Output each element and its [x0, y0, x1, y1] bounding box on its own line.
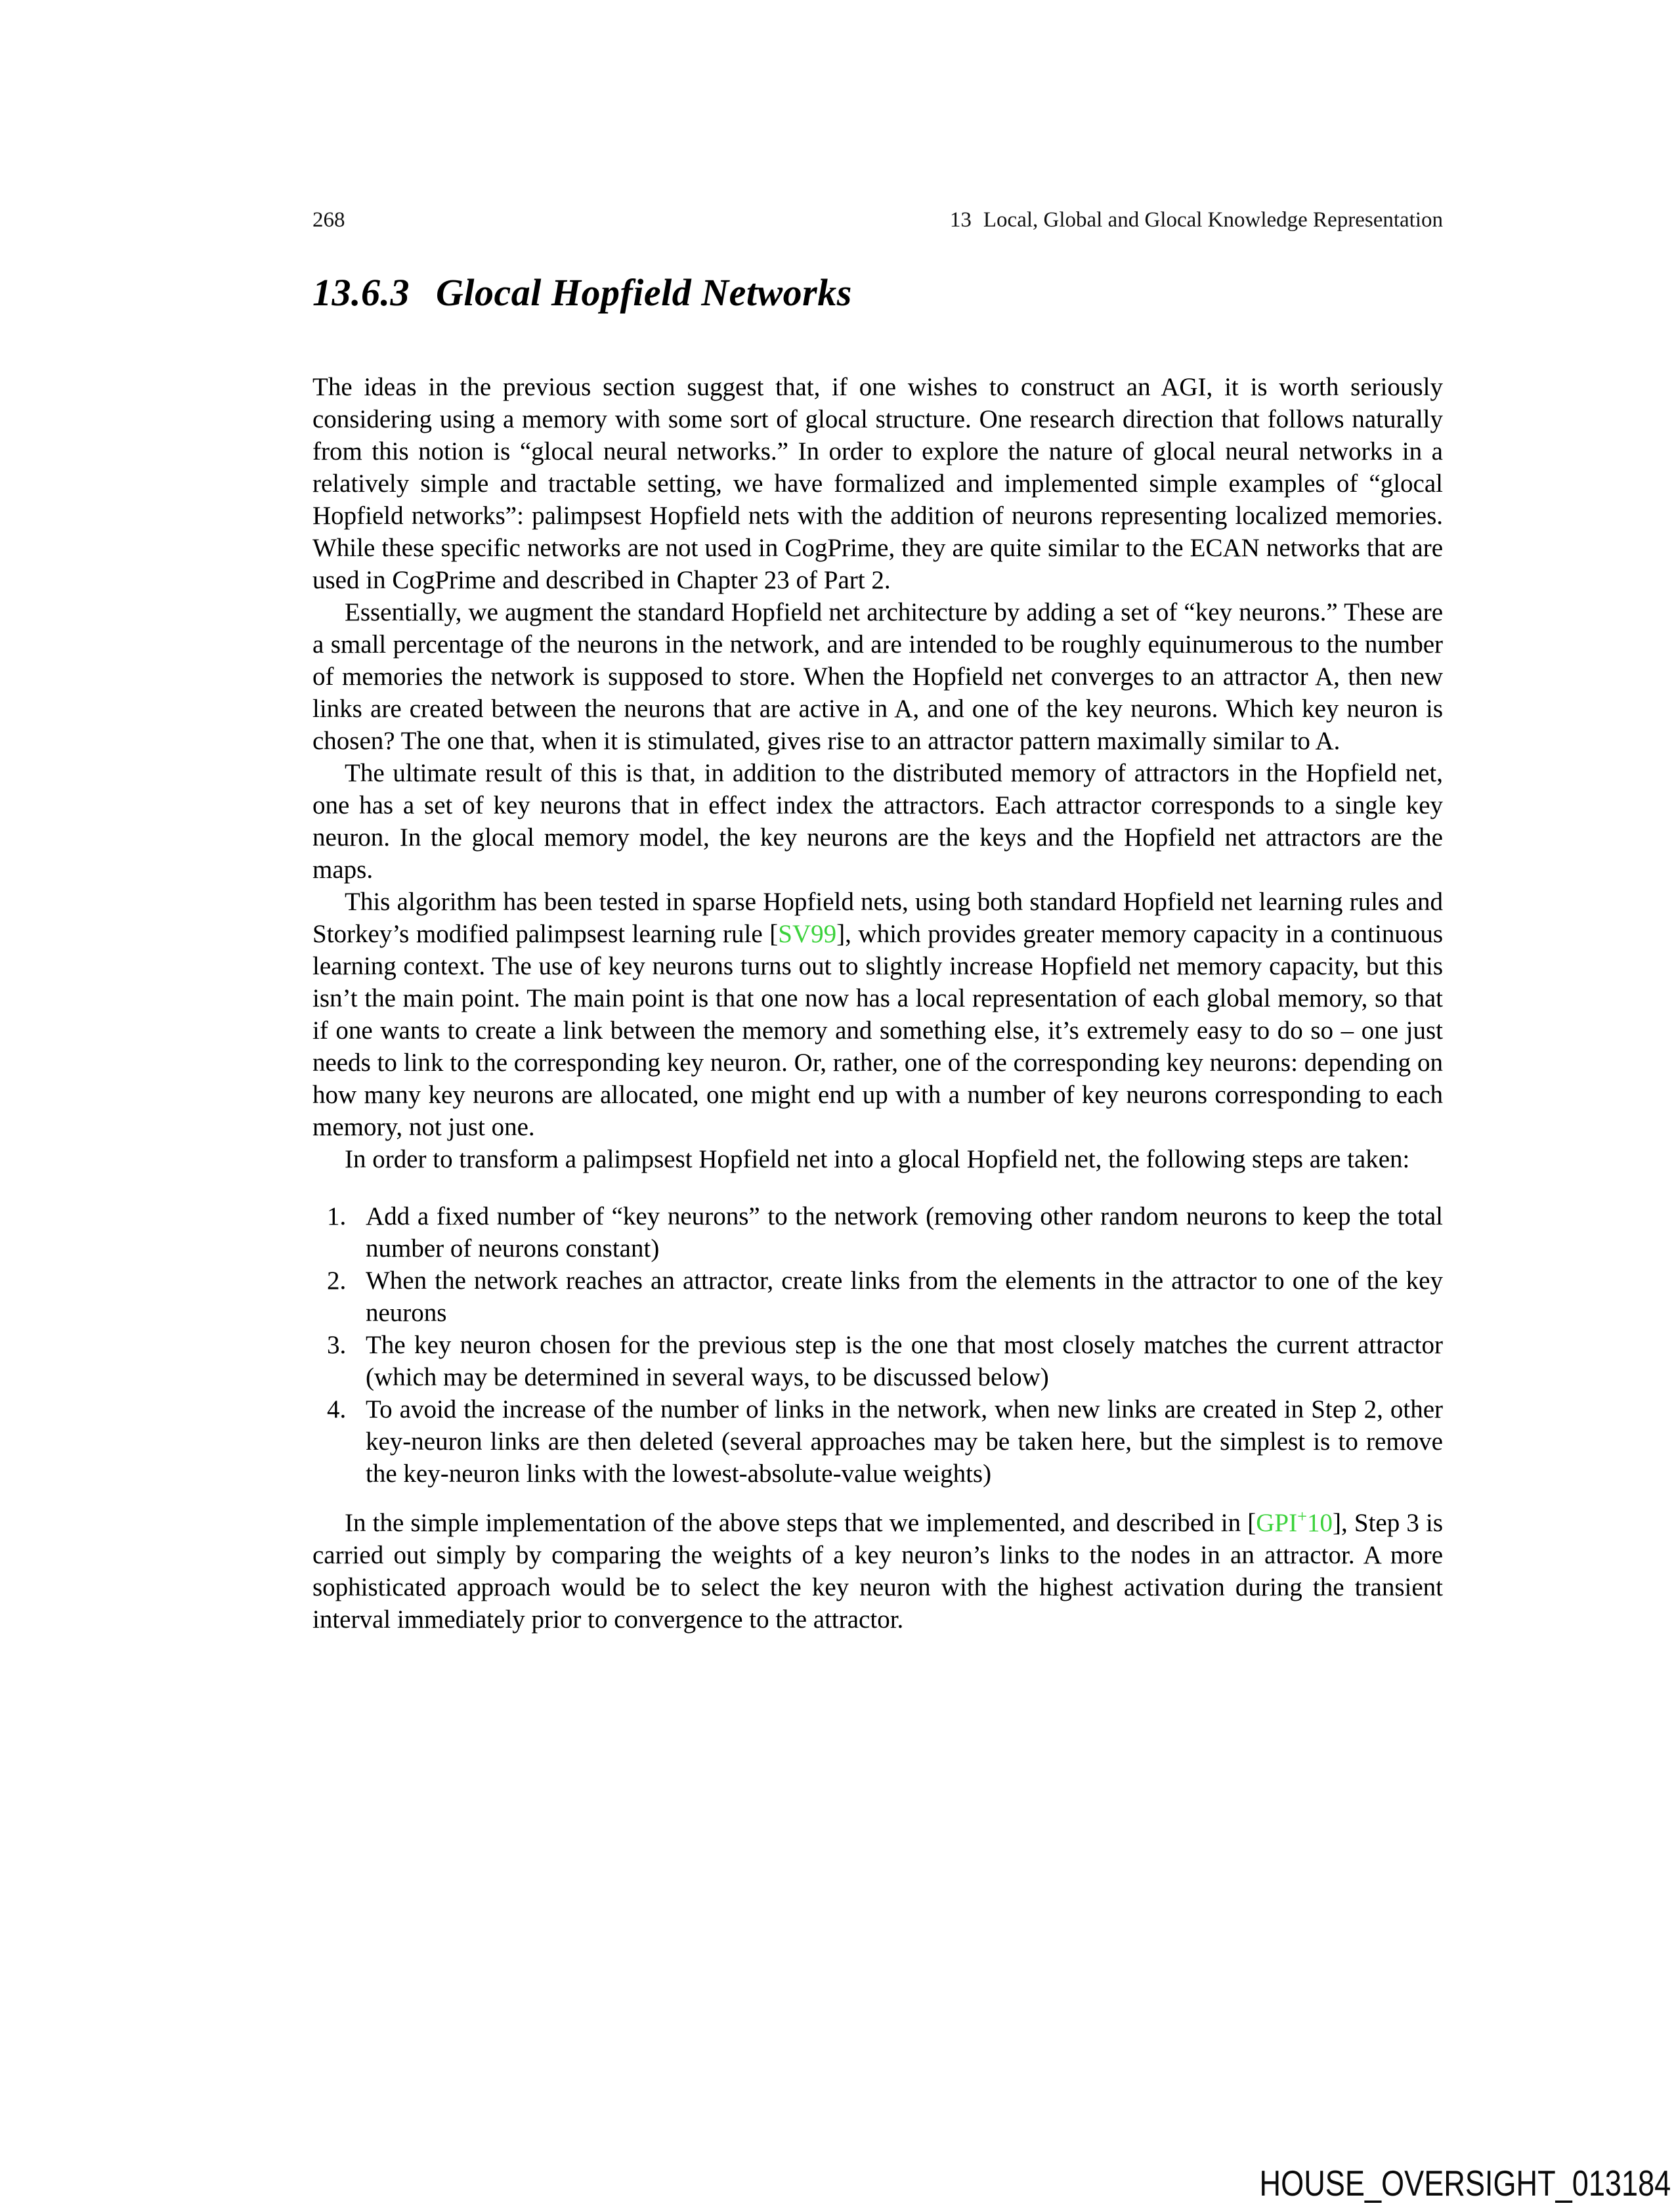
chapter-running-title — [950, 207, 1443, 234]
list-item-number: 4. — [327, 1395, 347, 1424]
paragraph-6 — [312, 1507, 1443, 1636]
steps-list — [312, 1200, 1443, 1490]
list-item — [327, 1265, 1443, 1329]
paragraph-2: Essentially, we augment the standard Hopfield net architecture by adding a set of “key neurons.” These are a small percentage of the neurons in the network, and are intended to be roughly equinumerous to the number of memories the network is supposed to store. When the Hopfield net converges to an attractor A, then new links are created between the neurons that are active in A, and one of the key neurons. Which key neuron is chosen? The one that, when it is stimulated, gives rise to an attractor pattern maximally similar to A. — [312, 598, 1443, 756]
citation-link-gpi10[interactable] — [1256, 1506, 1333, 1538]
paragraph-4 — [312, 886, 1443, 1143]
page-number: 268 — [312, 208, 345, 232]
list-item-text: The key neuron chosen for the previous step is the one that most closely matches the current attractor (which may be determined in several ways, to be discussed below) — [366, 1331, 1443, 1392]
citation-gpi10-sup: + — [1297, 1506, 1308, 1527]
chapter-title: Local, Global and Glocal Knowledge Representation — [983, 208, 1443, 232]
citation-link-sv99[interactable]: SV99 — [778, 920, 837, 949]
list-item-number: 3. — [327, 1331, 347, 1360]
paragraph-5: In order to transform a palimpsest Hopfield net into a glocal Hopfield net, the following steps are taken: — [345, 1145, 1410, 1174]
list-item-text: To avoid the increase of the number of links in the network, when new links are created in Step 2, other key-neuron links are then deleted (several approaches may be taken here, but the simplest is to remove the key-neuron links with the lowest-absolute-value weights) — [366, 1395, 1443, 1488]
paragraph-6-text-after: ], Step 3 is carried out simply by comparing the weights of a key neuron’s links to the nodes in an attractor. A more sophisticated approach would be to select the key neuron with the highest activation during the transient interval immediately prior to convergence to the attractor. — [312, 1509, 1443, 1634]
section-number: 13.6.3 — [312, 271, 410, 314]
watermark-bates-number: HOUSE_OVERSIGHT_013184 — [1259, 2163, 1671, 2203]
paragraph-4-text-after: ], which provides greater memory capacity in a continuous learning context. The use of key neurons turns out to slightly increase Hopfield net memory capacity, but this isn’t the main point. The main point is that one now has a local representation of each global memory, so that if one wants to create a link between the memory and something else, it’s extremely easy to do so – one just needs to link to the corresponding key neuron. Or, rather, one of the corresponding key neurons: depending on how many key neurons are allocated, one might end up with a number of key neurons corresponding to each memory, not just one. — [312, 920, 1444, 1142]
paragraph-3: The ultimate result of this is that, in addition to the distributed memory of attractors in the Hopfield net, one has a set of key neurons that in effect index the attractors. Each attractor corresponds to a single key neuron. In the glocal memory model, the key neurons are the keys and the Hopfield net attractors are the maps. — [312, 759, 1443, 884]
citation-gpi10-rest: 10 — [1307, 1509, 1333, 1538]
body-text — [312, 371, 1443, 1636]
paragraph-6-text-before: In the simple implementation of the above steps that we implemented, and described in [ — [345, 1509, 1256, 1538]
paragraph-1: The ideas in the previous section suggest that, if one wishes to construct an AGI, it is worth seriously considering using a memory with some sort of glocal structure. One research direction that follows naturally from this notion is “glocal neural networks.” In order to explore the nature of glocal neural networks in a relatively simple and tractable setting, we have formalized and implemented simple examples of “glocal Hopfield networks”: palimpsest Hopfield nets with the addition of neurons representing localized memories. While these specific networks are not used in CogPrime, they are quite similar to the ECAN networks that are used in CogPrime and described in Chapter 23 of Part 2. — [312, 373, 1443, 595]
page-content — [312, 207, 1443, 1636]
list-item-text: When the network reaches an attractor, create links from the elements in the attractor to one of the key neurons — [366, 1267, 1443, 1328]
chapter-number: 13 — [949, 208, 972, 232]
list-item-number: 1. — [327, 1202, 347, 1231]
list-item — [327, 1329, 1443, 1393]
citation-gpi10-base: GPI — [1256, 1509, 1298, 1538]
list-item-number: 2. — [327, 1267, 347, 1295]
paragraph-4-text-before: This algorithm has been tested in sparse Hopfield nets, using both standard Hopfield net learning rules and Storkey’s modified palimpsest learning rule [ — [312, 888, 1443, 949]
section-heading — [312, 272, 1443, 314]
list-item — [327, 1393, 1443, 1490]
running-head — [312, 207, 1443, 234]
list-item — [327, 1200, 1443, 1265]
section-title: Glocal Hopfield Networks — [436, 271, 852, 314]
list-item-text: Add a fixed number of “key neurons” to the network (removing other random neurons to keep the total number of neurons constant) — [366, 1202, 1443, 1263]
